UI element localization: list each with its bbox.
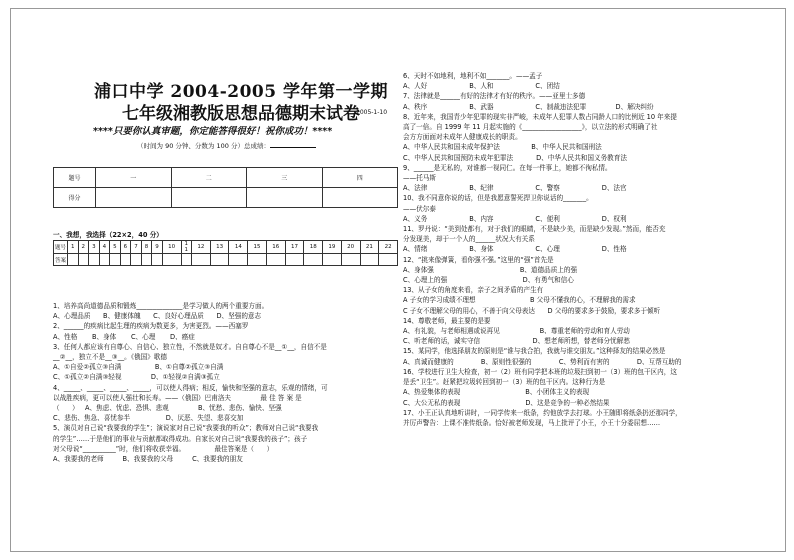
question-line: A、法律 B、纪律 C、警察 D、法官 [403, 184, 627, 193]
answer-table-number: 18 [304, 241, 323, 254]
question-line: A、真诚而健康的 B、原则性很强的 C、势利而有害的 D、互帮互助的 [403, 357, 682, 366]
score-table-cell: 三 [247, 168, 323, 188]
answer-table-number-row [54, 241, 398, 254]
question-line: 6、天时不如地利，地利不如_______。——孟子 [403, 72, 543, 80]
score-table-cell: 二 [171, 168, 247, 188]
exam-date: 2005-1-10 [356, 109, 388, 116]
question-line: A、我要我的老师 B、我要我的父母 C、我要我的朋友 [53, 455, 243, 464]
answer-table-number: 8 [141, 241, 152, 254]
answer-table-number: 15 [248, 241, 267, 254]
answer-table-number: 22 [379, 241, 398, 254]
question-line: C、①孤立②自满③轻视 D、①轻视②自满③孤立 [53, 373, 220, 382]
answer-table-number: 3 [89, 241, 100, 254]
time-info-text: （时间为 90 分钟、分数为 100 分）总成绩： [137, 142, 270, 150]
answer-cell[interactable] [192, 254, 211, 266]
question-line: 11、罗丹说：“美到处都有，对于我们的眼睛，不是缺少美，而是缺少发现。”然而，能否充 [403, 225, 666, 234]
answer-table-number: 9 [152, 241, 163, 254]
answer-table-number: 14 [229, 241, 248, 254]
question-line: C、中华人民共和国预防未成年犯罪法 D、中华人民共和国义务教育法 [403, 153, 627, 162]
question-line: 17、小王正认真地听讲时，一同学传来一纸条，约他放学去打球。小王随即将纸条扔还那同学， [403, 408, 682, 417]
answer-cell[interactable] [360, 254, 379, 266]
answer-table-number: 2 [78, 241, 89, 254]
answer-cell[interactable] [120, 254, 131, 266]
answer-cell[interactable] [131, 254, 142, 266]
answer-cell[interactable] [210, 254, 229, 266]
score-entry-cell[interactable] [322, 188, 398, 208]
score-entry-cell[interactable] [247, 188, 323, 208]
right-questions [403, 71, 682, 428]
question-line: A、义务 B、内容 C、便利 D、权利 [403, 214, 627, 223]
question-line: C、悲伤、焦急、喜忧参半 D、厌恶、失望、悲喜交加 [53, 414, 244, 423]
question-line: 9、______是无私的，对谁都一视同仁。在每一件事上，她都不徇私情。 [403, 163, 612, 172]
answer-table [53, 240, 398, 266]
answer-table-number: 7 [131, 241, 142, 254]
answer-cell[interactable] [323, 254, 342, 266]
question-line: 10、我不同意你说的话，但是我愿意誓死捍卫你说话的_______。 [403, 194, 593, 203]
question-line: 15、某同学，他选择朋友的原则是“谁与我合拍，我就与谁交朋友。”这种择友的结果必然是 [403, 347, 666, 356]
answer-table-number: 19 [323, 241, 342, 254]
question-line: A、热爱集体的表现 B、小团体主义的表现 [403, 388, 590, 397]
answer-table-number: 1 1 [181, 241, 192, 254]
answer-cell[interactable] [152, 254, 163, 266]
question-line: C 子女不理解父母的用心，不善于向父母表达 D 父母的要求多于鼓励，要求多于倾听 [403, 306, 661, 315]
question-line: 分发现美，却于一个人的______状况大有关系 [403, 235, 535, 244]
question-line: 会方方面面对未成年人健康成长的职责。 [403, 133, 522, 142]
answer-table-answer-row [54, 254, 398, 266]
score-entry-cell[interactable] [171, 188, 247, 208]
answer-table-number: 12 [192, 241, 211, 254]
question-line: C、心理上的强 D、有勇气和信心 [403, 276, 574, 285]
answer-table-number: 21 [360, 241, 379, 254]
question-line: （ ） A、焦虑、忧虑、恐惧、悲观 B、忧愁、悲伤、愉快、坚强 [53, 404, 282, 413]
question-line: A、中华人民共和国未成年保护法 B、中华人民共和国刑法 [403, 143, 602, 152]
question-line: C、大公无私的表现 D、这是竞争的一种必然结果 [403, 398, 610, 407]
exam-title-line1: 浦口中学 2004-2005 学年第一学期 [93, 82, 389, 102]
question-line: 以战胜疾病，更可以使人强壮和长寿。——（俄国）巴甫洛夫 最 佳 答 案 是 [53, 393, 302, 402]
question-line: 3、任何人都应该有自尊心、自信心、独立性，不然就是奴才。自自尊心不是__①__，自信不是 [53, 342, 327, 351]
answer-table-label: 题号 [54, 241, 68, 254]
answer-cell[interactable] [229, 254, 248, 266]
exam-title-line2: 七年级湘教版思想品德期末试卷 [122, 104, 360, 124]
score-table [53, 167, 398, 208]
answer-table-number: 5 [110, 241, 121, 254]
question-line: A、①自爱②孤立③自满 B、①自尊②孤立③自满 [53, 363, 224, 372]
answer-cell[interactable] [99, 254, 110, 266]
answer-table-number: 20 [341, 241, 360, 254]
question-line: __②__，独立不是__③__。《俄国》歌德 [53, 353, 168, 362]
answer-cell[interactable] [78, 254, 89, 266]
question-line: 是丢“卫生”。赶紧把垃圾转回到初一（3）班的包干区内。这种行为是 [403, 378, 606, 387]
answer-cell[interactable] [285, 254, 304, 266]
left-questions [53, 301, 328, 464]
question-line: 4、_____、_____、_____、_____，可以使人得病；相反，愉快和坚强的意志，乐观的情绪，可 [53, 383, 328, 392]
question-line: A、人好 B、人和 C、团结 [403, 82, 560, 91]
exam-sheet [10, 8, 786, 552]
answer-table-label: 答案 [54, 254, 68, 266]
answer-table-number: 6 [120, 241, 131, 254]
answer-table-number: 1 [68, 241, 79, 254]
score-table-cell: 题号 [54, 168, 96, 188]
score-table-cell: 一 [96, 168, 172, 188]
answer-cell[interactable] [379, 254, 398, 266]
question-line: 8、近年来，我国青少年犯罪的现实非严峻，未成年人犯罪人数占同龄人口的比例近 10 年来提 [403, 112, 677, 121]
question-line: 对父母说“__________”时，他们将收获幸福。 最佳答案是（ ） [53, 444, 274, 453]
score-table-cell: 四 [322, 168, 398, 188]
question-line: A 子女的学习成绩不理想 B 父母不懂我的心，不理解我的需求 [403, 296, 636, 305]
question-line: 13、从子女的角度来看，亲子之间矛盾的产生有 [403, 286, 544, 295]
question-line: ——托马斯 [403, 174, 436, 183]
time-info [137, 141, 316, 150]
answer-cell[interactable] [110, 254, 121, 266]
section1-heading: 一、我想，我选择（22×2，40 分） [53, 231, 163, 239]
answer-table-number: 17 [285, 241, 304, 254]
question-line: 14、尊敬老师，最主要的是要 [403, 316, 491, 325]
score-entry-cell[interactable] [96, 188, 172, 208]
question-line: A、性格 B、身体 C、心理 D、癌症 [53, 332, 195, 341]
question-line: 12、“挑来像弹簧，看你强不强。”这里的“强”首先是 [403, 255, 554, 264]
answer-cell[interactable] [341, 254, 360, 266]
question-line: 的学生”……于是他们的事业与贡献都取得成功。自家长对自己说“我要我的孩子”；孩子 [53, 434, 308, 443]
answer-table-number: 4 [99, 241, 110, 254]
answer-cell[interactable] [304, 254, 323, 266]
question-line: A、心理品质 B、健康体魄 C、良好心理品质 D、坚强的意志 [53, 312, 262, 321]
question-line: 5、演员对自己说“我要我的学生”；演说家对自己说“我要我的听众”；教师对自己说“我要我 [53, 424, 319, 433]
question-line: A、情绪 B、身体 C、心理 D、性格 [403, 245, 627, 254]
question-line: A、秩序 B、武器 C、制裁违法犯罪 D、解决纠纷 [403, 102, 654, 111]
answer-table-number: 10 [162, 241, 181, 254]
question-line: A、有礼貌，与老师相遇或说再见 B、尊重老师的劳动和育人劳动 [403, 327, 630, 336]
score-table-score-row [54, 188, 398, 208]
question-line: C、听老师的话，诚实守信 D、想老师所想，替老师分忧解愁 [403, 337, 630, 346]
answer-table-number: 13 [210, 241, 229, 254]
answer-cell[interactable] [89, 254, 100, 266]
answer-cell[interactable] [266, 254, 285, 266]
total-score-blank[interactable] [270, 147, 316, 148]
question-line: A、身体强 B、道德品质上的强 [403, 265, 578, 274]
question-line: 并厉声警告：上课不准传纸条。恰好被老师发现，马上批评了小王，小王十分委屈想…… [403, 418, 661, 427]
question-line: 16、学校进行卫生大检查，初一（2）班有同学把本班的垃圾扫到初一（3）班的包干区内，这 [403, 367, 677, 376]
question-line: 高了一倍。自 1999 年 11 月起实施的《__________________》，以立法的形式明确了社 [403, 123, 658, 132]
encouragement-slogan: ****只要你认真审题，你定能答得很好！祝你成功！**** [93, 126, 333, 137]
answer-table-number: 16 [266, 241, 285, 254]
answer-cell[interactable] [68, 254, 79, 266]
answer-cell[interactable] [141, 254, 152, 266]
score-table-header-row [54, 168, 398, 188]
answer-cell[interactable] [248, 254, 267, 266]
score-table-cell: 得分 [54, 188, 96, 208]
answer-cell[interactable] [181, 254, 192, 266]
question-line: ——伏尔泰 [403, 204, 436, 213]
question-line: 1、培养高尚道德品质和锻炼______________是学习做人的两个重要方面。 [53, 302, 269, 310]
question-line: 2、______的疾病比起生理的疾病为数更多，为害更烈。——西塞罗 [53, 322, 249, 331]
question-line: 7、法律就是______有好的法律才有好的秩序。——亚里士多德 [403, 92, 586, 101]
answer-cell[interactable] [162, 254, 181, 266]
